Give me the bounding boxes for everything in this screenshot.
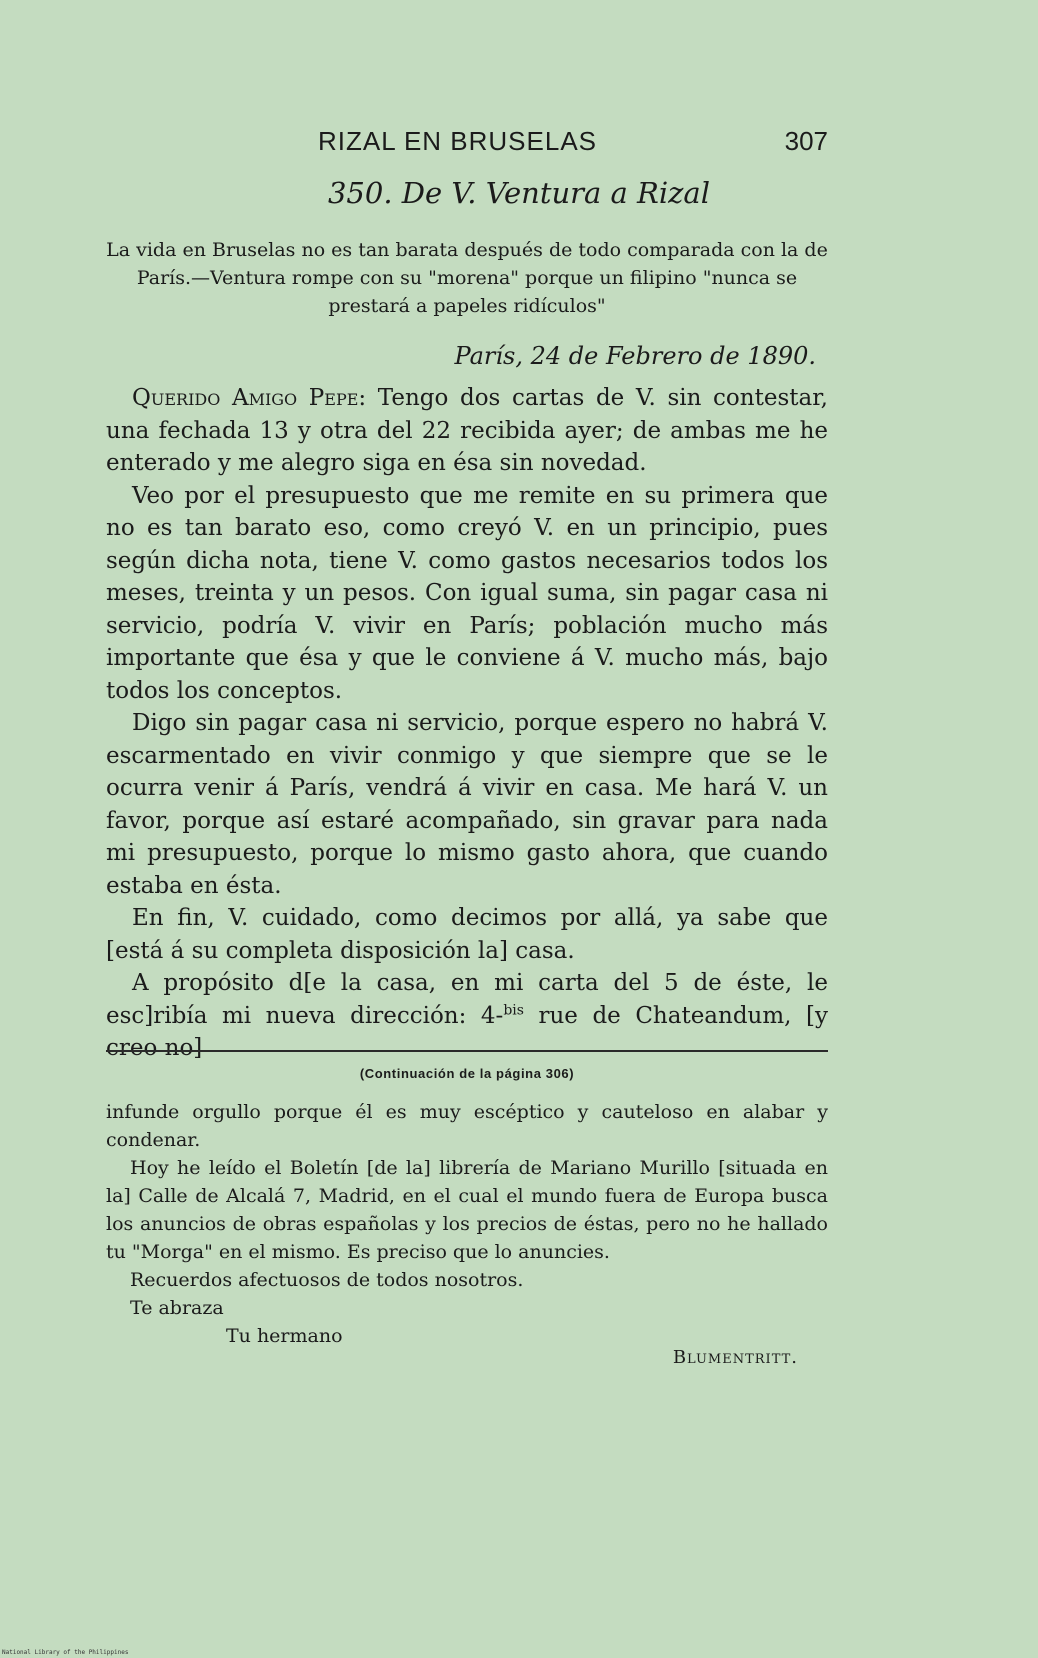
letter-title: 350. De V. Ventura a Rizal [327,176,710,210]
continuation-note: (Continuación de la página 306) [359,1066,575,1081]
running-title: RIZAL EN BRUSELAS [318,126,598,156]
library-watermark: National Library of the Philippines [2,1649,129,1656]
paragraph: En fin, V. cuidado, como decimos por allá, ya sabe que [está á su completa disposición la] casa. [106,905,828,964]
paragraph-text: : Tengo dos cartas de V. sin contestar, una fechada 13 y otra del 22 recibida ayer; de ambas me he enterado y me alegro siga en ésa sin novedad. [106,385,828,476]
paragraph-text: A propósito d[e la casa, en mi carta del 5 de éste, le esc]ribía mi nueva dirección: 4- [106,970,828,1029]
footnote-paragraph: Recuerdos afectuosos de todos nosotros. [130,1269,524,1291]
footnote-closing: Tu hermano [226,1325,343,1347]
paragraph-text: rue de Chateandum, [y creo no] [106,1002,828,1061]
footnote-paragraph: infunde orgullo porque él es muy escéptico y cauteloso en alabar y condenar. [106,1101,828,1151]
footnote-text [106,1098,828,1350]
paragraph: Digo sin pagar casa ni servicio, porque espero no habrá V. escarmentado en vivir conmigo y que siempre que se le ocurra venir á París, vendrá á vivir en casa. Me hará V. un favor, porque así estaré acompañado, sin gravar para nada mi presupuesto, porque lo mismo gasto ahora, que cuando estaba en ésta. [106,710,828,899]
letter-summary: La vida en Bruselas no es tan barata después de todo comparada con la de París.—Ventura rompe con su "morena" porque un filipino "nunca se prestará a papeles ridículos" [106,239,828,317]
paragraph: Veo por el presupuesto que me remite en su primera que no es tan barato eso, como creyó V. en un principio, pues según dicha nota, tiene V. como gastos necesarios todos los meses, treinta y un pesos. Con igual suma, sin pagar casa ni servicio, podría V. vivir en París; población mucho más importante que ésa y que le conviene á V. mucho más, bajo todos los conceptos. [106,482,828,704]
paragraph [106,382,828,480]
footnote-divider [106,1050,828,1052]
page-number: 307 [784,126,828,156]
footnote-paragraph: Hoy he leído el Boletín [de la] librería de Mariano Murillo [situada en la] Calle de Alcalá 7, Madrid, en el cual el mundo fuera de Europa busca los anuncios de obras españolas y los precios de éstas, pero no he hallado tu "Morga" en el mismo. Es preciso que lo anuncies. [106,1157,828,1263]
dateline: París, 24 de Febrero de 1890. [454,342,816,370]
superscript: bis [503,1001,524,1018]
salutation: Querido Amigo Pepe [132,385,359,411]
signature: Blumentritt. [672,1347,798,1368]
footnote-closing: Te abraza [130,1297,224,1319]
letter-body [106,382,828,1065]
running-header [106,118,828,158]
